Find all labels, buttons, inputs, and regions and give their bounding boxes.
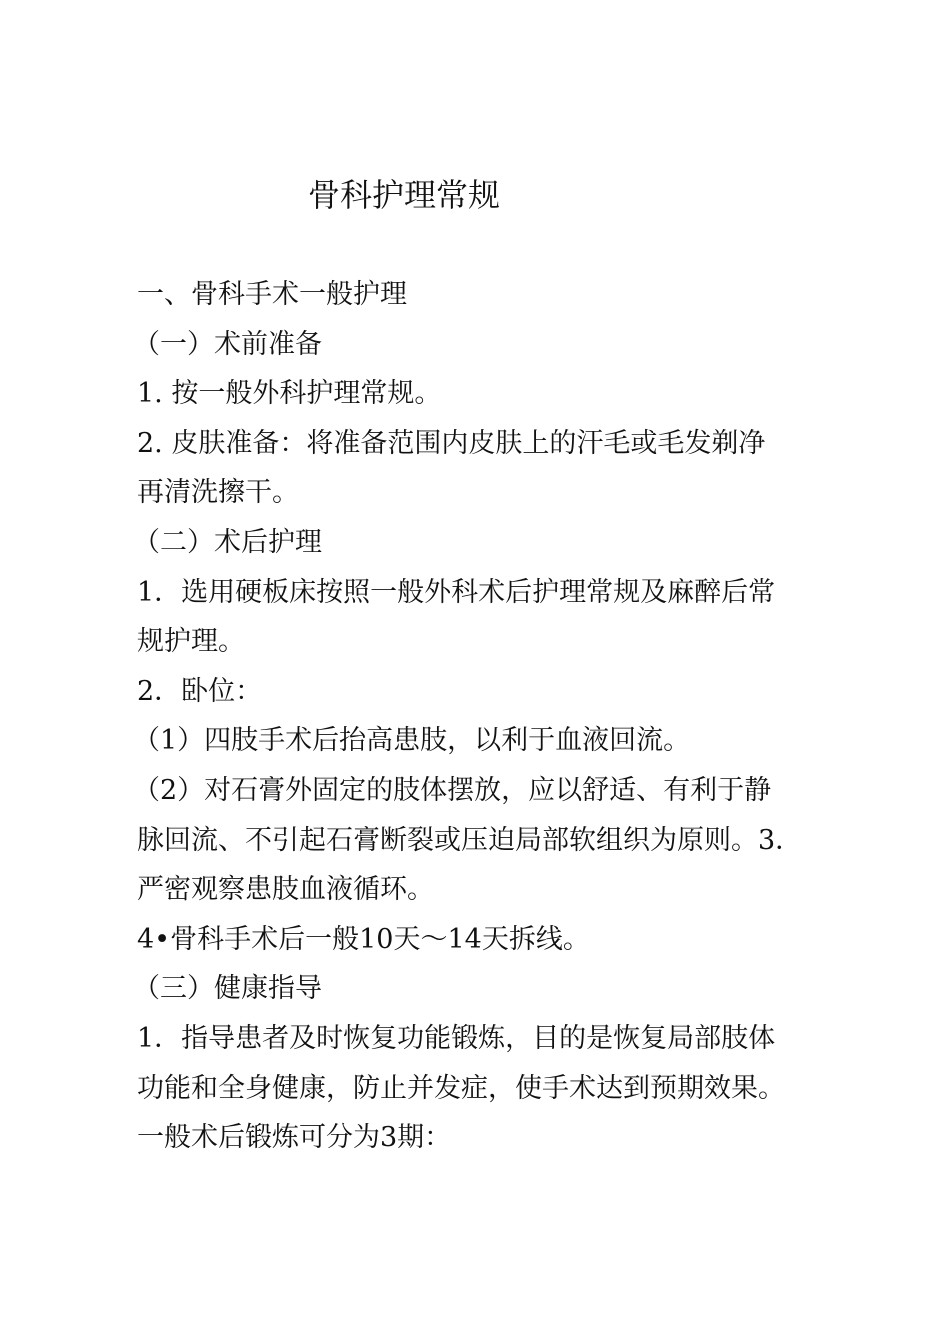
- subsection-heading: （一）术前准备: [133, 328, 322, 360]
- document-body: [133, 270, 827, 1163]
- section-heading: 一、骨科手术一般护理: [137, 279, 407, 310]
- paragraph-line: 1．选用硬板床按照一般外科术后护理常规及麻醉后常: [137, 576, 776, 608]
- subsection-heading: （三）健康指导: [133, 973, 322, 1005]
- paragraph-line: （2）对石膏外固定的肢体摆放，应以舒适、有利于静: [133, 774, 772, 806]
- paragraph-line: （1）四肢手术后抬高患肢，以利于血液回流。: [133, 725, 691, 757]
- paragraph-line: 一般术后锻炼可分为3期：: [137, 1122, 452, 1154]
- subsection-heading: （二）术后护理: [133, 526, 322, 558]
- paragraph-line: 2. 皮肤准备：将准备范围内皮肤上的汗毛或毛发剃净: [137, 427, 766, 459]
- document-title: 骨科护理常规: [308, 176, 501, 214]
- paragraph-line: 功能和全身健康，防止并发症，使手术达到预期效果。: [137, 1072, 785, 1104]
- paragraph-line: 规护理。: [137, 626, 245, 658]
- paragraph-line: 再清洗擦干。: [137, 477, 299, 509]
- paragraph-line: 1．指导患者及时恢复功能锻炼，目的是恢复局部肢体: [137, 1022, 776, 1054]
- paragraph-line: 严密观察患肢血液循环。: [137, 874, 434, 906]
- paragraph-line: 2．卧位：: [137, 675, 263, 707]
- paragraph-line: 4•骨科手术后一般10天〜14天拆线。: [137, 923, 590, 955]
- paragraph-line: 1. 按一般外科护理常规。: [137, 378, 442, 410]
- paragraph-line: 脉回流、不引起石膏断裂或压迫局部软组织为原则。3．: [137, 824, 803, 856]
